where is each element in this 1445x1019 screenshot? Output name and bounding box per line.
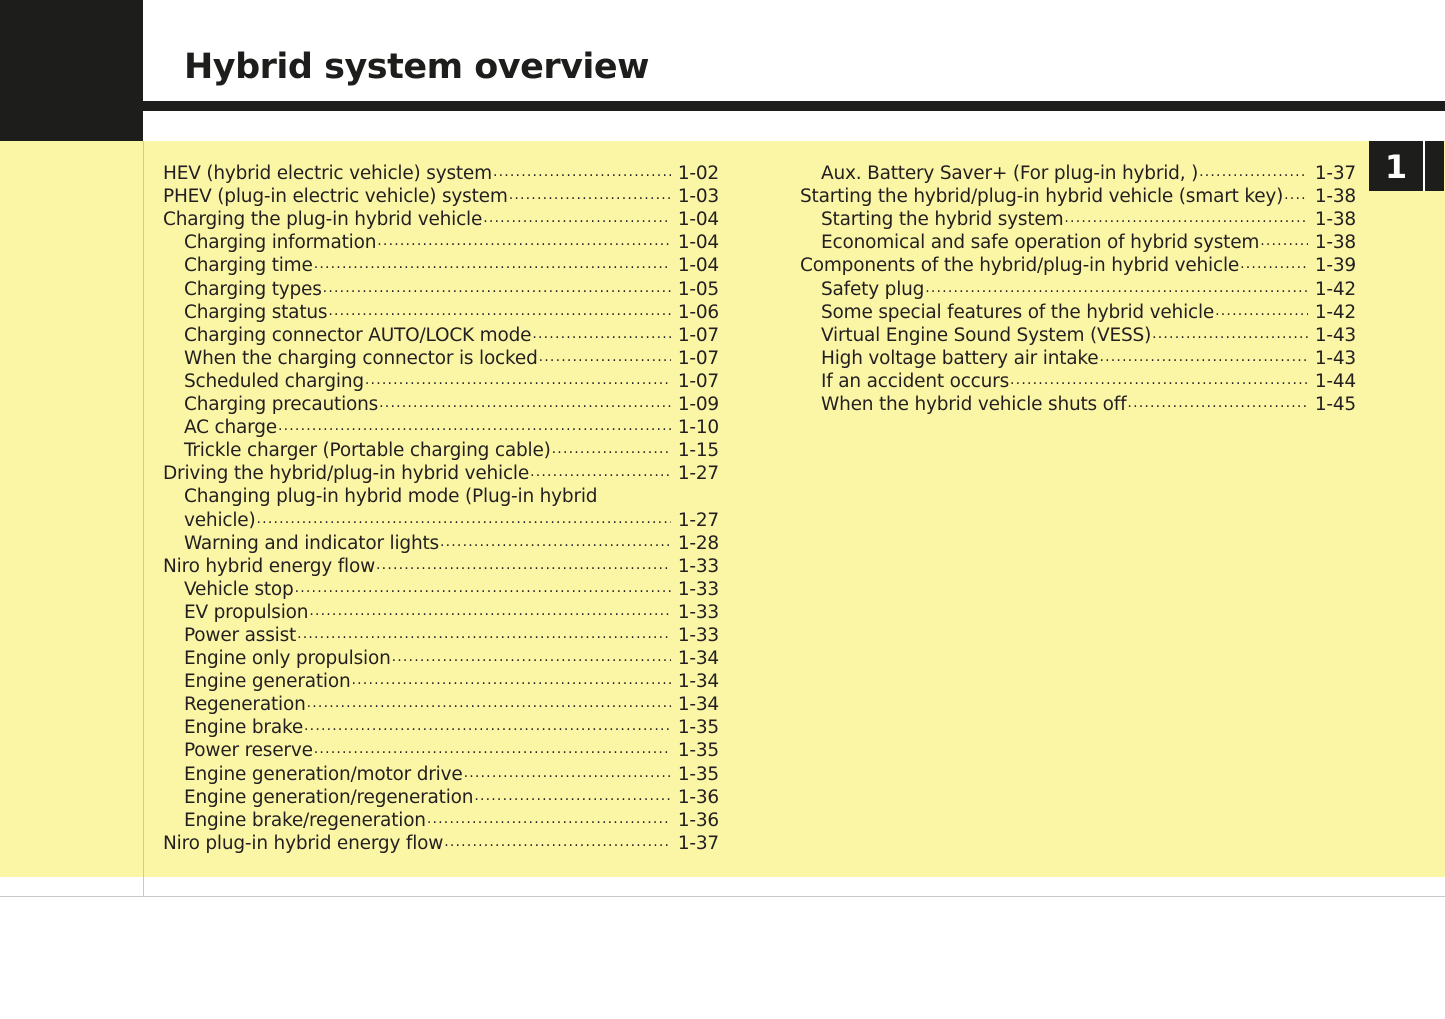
toc-entry-label: Engine only propulsion xyxy=(184,648,391,670)
toc-entry[interactable] xyxy=(163,555,719,578)
chapter-tab-gap xyxy=(1423,141,1425,191)
toc-entry-page: 1-35 xyxy=(677,740,719,762)
toc-entry-page: 1-05 xyxy=(677,278,719,300)
toc-entry-page: 1-39 xyxy=(1314,255,1356,277)
dot-leader xyxy=(314,255,671,273)
dot-leader xyxy=(1215,302,1308,320)
dot-leader xyxy=(328,302,671,320)
toc-entry[interactable] xyxy=(800,162,1356,185)
dot-leader xyxy=(307,694,671,712)
dot-leader xyxy=(925,279,1308,297)
dot-leader xyxy=(1064,209,1308,227)
toc-entry[interactable] xyxy=(163,393,719,416)
page-title: Hybrid system overview xyxy=(184,47,650,87)
toc-entry[interactable] xyxy=(800,254,1356,277)
toc-left-column xyxy=(163,162,719,855)
dot-leader xyxy=(297,625,671,643)
toc-entry-page: 1-07 xyxy=(677,370,719,392)
dot-leader xyxy=(295,579,671,597)
toc-entry-label: Warning and indicator lights xyxy=(184,532,439,554)
toc-entry-label: Engine generation xyxy=(184,671,351,693)
corner-block xyxy=(0,0,143,141)
toc-entry-page: 1-37 xyxy=(1314,163,1356,185)
toc-entry[interactable] xyxy=(163,647,719,670)
toc-entry-page: 1-34 xyxy=(677,671,719,693)
toc-entry[interactable] xyxy=(163,624,719,647)
toc-entry[interactable] xyxy=(800,208,1356,231)
toc-entry[interactable] xyxy=(163,762,719,785)
toc-entry-label: Aux. Battery Saver+ (For plug-in hybrid, ) xyxy=(821,163,1199,185)
toc-entry-label: EV propulsion xyxy=(184,601,309,623)
dot-leader xyxy=(392,648,671,666)
toc-entry-label: Charging connector AUTO/LOCK mode xyxy=(184,324,532,346)
dot-leader xyxy=(1010,371,1308,389)
toc-entry-label: Charging information xyxy=(184,232,377,254)
bottom-rule xyxy=(0,896,1445,897)
dot-leader xyxy=(509,186,671,204)
dot-leader xyxy=(304,717,671,735)
dot-leader xyxy=(483,209,671,227)
toc-entry-page: 1-09 xyxy=(677,394,719,416)
toc-entry-page: 1-04 xyxy=(677,232,719,254)
toc-entry-label: Power reserve xyxy=(184,740,313,762)
chapter-number: 1 xyxy=(1384,148,1408,186)
dot-leader xyxy=(352,671,672,689)
toc-entry-page: 1-37 xyxy=(677,832,719,854)
toc-entry-label: Charging types xyxy=(184,278,322,300)
toc-entry[interactable] xyxy=(163,370,719,393)
dot-leader xyxy=(1127,394,1308,412)
dot-leader xyxy=(1284,186,1308,204)
toc-entry[interactable] xyxy=(163,832,719,855)
toc-entry-page: 1-35 xyxy=(677,763,719,785)
toc-entry-label: Charging status xyxy=(184,301,328,323)
toc-entry[interactable] xyxy=(163,716,719,739)
toc-entry-page: 1-42 xyxy=(1314,301,1356,323)
toc-entry-page: 1-02 xyxy=(677,163,719,185)
dot-leader xyxy=(278,417,671,435)
toc-entry-label: High voltage battery air intake xyxy=(821,347,1099,369)
toc-entry-page: 1-28 xyxy=(677,532,719,554)
toc-entry[interactable] xyxy=(163,693,719,716)
dot-leader xyxy=(539,348,671,366)
toc-entry[interactable] xyxy=(163,670,719,693)
toc-entry[interactable] xyxy=(163,462,719,485)
chapter-tab[interactable] xyxy=(1369,141,1444,191)
toc-entry-label: Virtual Engine Sound System (VESS) xyxy=(821,324,1152,346)
toc-entry[interactable] xyxy=(800,324,1356,347)
toc-entry-label: Engine generation/regeneration xyxy=(184,786,474,808)
toc-entry[interactable] xyxy=(163,578,719,601)
toc-entry-page: 1-34 xyxy=(677,648,719,670)
toc-entry-label: Niro plug-in hybrid energy flow xyxy=(163,832,444,854)
dot-leader xyxy=(1260,232,1308,250)
toc-entry-page: 1-04 xyxy=(677,209,719,231)
dot-leader xyxy=(1152,325,1308,343)
dot-leader xyxy=(314,740,671,758)
toc-entry-page: 1-36 xyxy=(677,786,719,808)
toc-entry[interactable] xyxy=(800,277,1356,300)
toc-entry-page: 1-07 xyxy=(677,324,719,346)
toc-entry[interactable] xyxy=(163,324,719,347)
toc-entry-page: 1-33 xyxy=(677,624,719,646)
dot-leader xyxy=(427,810,671,828)
toc-entry[interactable] xyxy=(800,370,1356,393)
dot-leader xyxy=(1199,163,1308,181)
toc-entry-page: 1-43 xyxy=(1314,347,1356,369)
toc-entry-page: 1-35 xyxy=(677,717,719,739)
dot-leader xyxy=(309,602,671,620)
toc-entry[interactable] xyxy=(163,439,719,462)
dot-leader xyxy=(365,371,671,389)
toc-entry[interactable] xyxy=(163,231,719,254)
dot-leader xyxy=(440,533,671,551)
toc-entry-label: When the charging connector is locked xyxy=(184,347,538,369)
toc-entry[interactable] xyxy=(800,301,1356,324)
toc-entry-page: 1-45 xyxy=(1314,394,1356,416)
toc-entry-page: 1-27 xyxy=(677,509,719,531)
toc-entry-label: vehicle) xyxy=(184,509,256,531)
dot-leader xyxy=(474,787,671,805)
toc-entry-label: Some special features of the hybrid vehicle xyxy=(821,301,1215,323)
dot-leader xyxy=(377,232,671,250)
toc-entry-label: Starting the hybrid/plug-in hybrid vehicle (smart key) xyxy=(800,186,1284,208)
toc-entry-label: AC charge xyxy=(184,417,277,439)
toc-entry-page: 1-36 xyxy=(677,809,719,831)
toc-entry-page: 1-44 xyxy=(1314,370,1356,392)
toc-entry-label: Components of the hybrid/plug-in hybrid vehicle xyxy=(800,255,1240,277)
toc-entry-page: 1-43 xyxy=(1314,324,1356,346)
toc-entry-label: HEV (hybrid electric vehicle) system xyxy=(163,163,492,185)
toc-entry-label: Driving the hybrid/plug-in hybrid vehicle xyxy=(163,463,530,485)
dot-leader xyxy=(323,279,671,297)
toc-entry-page: 1-06 xyxy=(677,301,719,323)
dot-leader xyxy=(1099,348,1308,366)
dot-leader xyxy=(532,325,671,343)
toc-entry-label: Charging the plug-in hybrid vehicle xyxy=(163,209,483,231)
dot-leader xyxy=(1240,255,1308,273)
toc-entry[interactable] xyxy=(163,416,719,439)
toc-entry-label: PHEV (plug-in electric vehicle) system xyxy=(163,186,508,208)
toc-entry-page: 1-38 xyxy=(1314,186,1356,208)
toc-entry-label: Engine brake xyxy=(184,717,304,739)
toc-entry-page: 1-07 xyxy=(677,347,719,369)
dot-leader xyxy=(257,510,671,528)
toc-entry-label: Starting the hybrid system xyxy=(821,209,1064,231)
dot-leader xyxy=(530,463,671,481)
dot-leader xyxy=(444,833,671,851)
toc-entry[interactable] xyxy=(163,532,719,555)
toc-entry-page: 1-10 xyxy=(677,417,719,439)
dot-leader xyxy=(464,764,671,782)
toc-entry-page: 1-42 xyxy=(1314,278,1356,300)
toc-entry-label: Economical and safe operation of hybrid system xyxy=(821,232,1260,254)
toc-entry[interactable] xyxy=(163,739,719,762)
title-rule xyxy=(143,101,1445,111)
toc-entry-page: 1-33 xyxy=(677,601,719,623)
toc-entry[interactable] xyxy=(800,347,1356,370)
toc-entry-page: 1-15 xyxy=(677,440,719,462)
toc-entry[interactable] xyxy=(163,277,719,300)
toc-entry[interactable] xyxy=(163,254,719,277)
toc-entry-label: Scheduled charging xyxy=(184,370,364,392)
toc-entry[interactable] xyxy=(163,162,719,185)
toc-entry-label: Charging precautions xyxy=(184,394,379,416)
toc-entry-page: 1-33 xyxy=(677,578,719,600)
toc-entry-label: If an accident occurs xyxy=(821,370,1010,392)
toc-entry[interactable] xyxy=(800,231,1356,254)
toc-entry[interactable] xyxy=(163,601,719,624)
toc-entry-label: When the hybrid vehicle shuts off xyxy=(821,394,1127,416)
toc-entry-label: Regeneration xyxy=(184,694,306,716)
toc-entry-page: 1-38 xyxy=(1314,209,1356,231)
dot-leader xyxy=(493,163,671,181)
toc-entry-label: Changing plug-in hybrid mode (Plug-in hybrid xyxy=(184,486,598,508)
toc-entry-continued[interactable] xyxy=(163,508,719,531)
toc-entry-page: 1-33 xyxy=(677,555,719,577)
toc-entry[interactable] xyxy=(800,393,1356,416)
toc-entry-label: Charging time xyxy=(184,255,313,277)
toc-entry-label: Power assist xyxy=(184,624,297,646)
toc-entry[interactable] xyxy=(800,185,1356,208)
toc-entry-page: 1-38 xyxy=(1314,232,1356,254)
toc-entry-page: 1-04 xyxy=(677,255,719,277)
margin-divider xyxy=(143,141,144,897)
toc-entry-label: Engine brake/regeneration xyxy=(184,809,426,831)
dot-leader xyxy=(379,394,671,412)
toc-entry-page: 1-03 xyxy=(677,186,719,208)
toc-entry-page: 1-27 xyxy=(677,463,719,485)
toc-entry-label: Niro hybrid energy flow xyxy=(163,555,376,577)
toc-entry-label: Safety plug xyxy=(821,278,925,300)
toc-right-column xyxy=(800,162,1356,416)
toc-entry[interactable] xyxy=(163,786,719,809)
dot-leader xyxy=(376,556,671,574)
toc-entry-label: Vehicle stop xyxy=(184,578,294,600)
toc-entry[interactable] xyxy=(163,347,719,370)
toc-entry[interactable] xyxy=(163,185,719,208)
dot-leader xyxy=(552,440,671,458)
toc-entry[interactable] xyxy=(163,485,719,508)
toc-entry-label: Engine generation/motor drive xyxy=(184,763,463,785)
toc-entry[interactable] xyxy=(163,809,719,832)
toc-entry[interactable] xyxy=(163,301,719,324)
toc-entry-label: Trickle charger (Portable charging cable) xyxy=(184,440,551,462)
toc-entry[interactable] xyxy=(163,208,719,231)
toc-entry-page: 1-34 xyxy=(677,694,719,716)
